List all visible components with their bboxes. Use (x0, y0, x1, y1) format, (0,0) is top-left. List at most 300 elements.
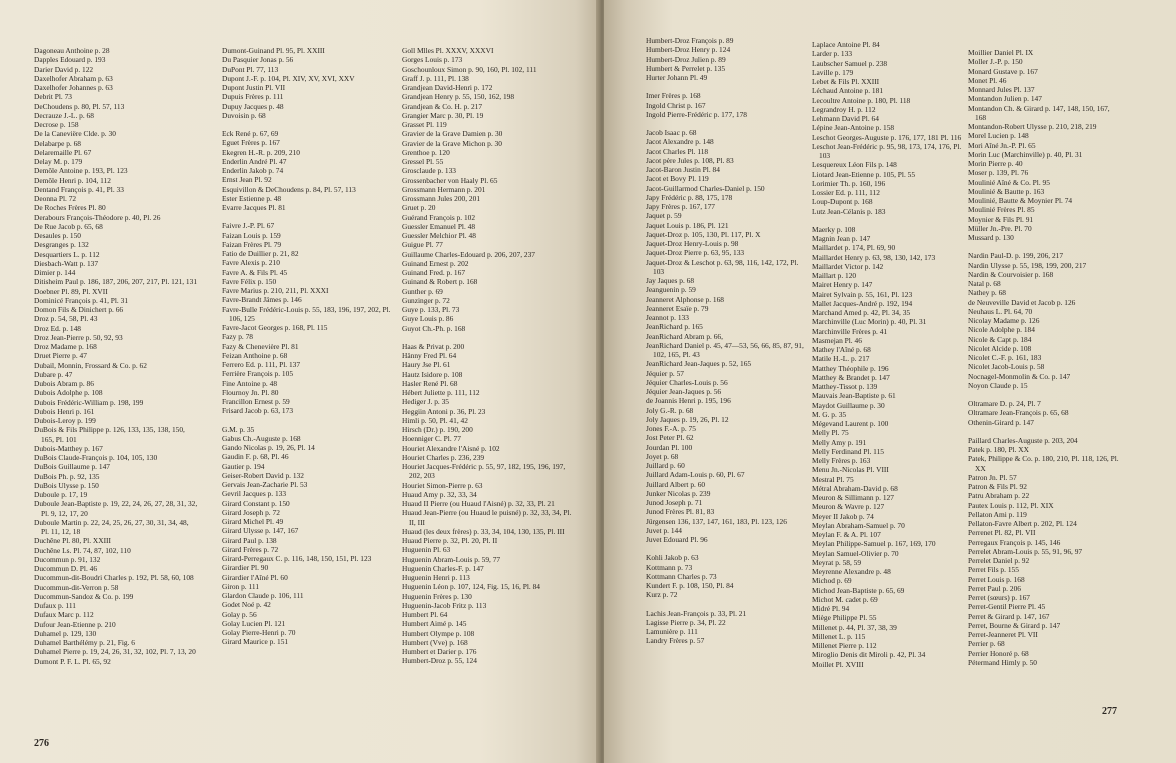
index-entry: Juillard Adam-Louis p. 60, Pl. 67 (646, 470, 745, 480)
index-entry: Morel Lucien p. 148 (968, 131, 1029, 141)
index-entry: Mori Aîné Jn.-P. Pl. 65 (968, 140, 1036, 150)
index-entry: Humbert-Droz François p. 89 (646, 36, 734, 45)
index-entry: Dubois Abram p. 86 (34, 379, 94, 388)
index-entry: Gunzinger p. 72 (402, 295, 450, 305)
index-entry: Lesquereux Léon Fils p. 148 (812, 160, 897, 170)
index-entry: Huguenin Charles-F. p. 147 (402, 563, 484, 573)
letter-section-gap (646, 600, 806, 609)
index-entry: Houriet Jacques-Frédéric p. 55, 97, 182, 195, 196, 197, 202, 203 (402, 462, 566, 481)
index-entry: Meylan F. & A. Pl. 107 (812, 530, 881, 539)
index-entry: Millenet p. 44, Pl. 37, 38, 39 (812, 622, 897, 632)
index-entry: Mauvais Jean-Baptiste p. 61 (812, 391, 896, 401)
index-entry: Perrelet Abram-Louis p. 55, 91, 96, 97 (968, 546, 1083, 556)
index-entry: Huguenin-Jacob Fritz p. 113 (402, 600, 487, 610)
index-entry: Jaquet-Droz p. 105, 130, Pl. 117, Pl. X (646, 229, 761, 239)
index-entry: Mathey l'Aîné p. 68 (812, 345, 871, 354)
index-entry: Meyrenne Alexandre p. 48 (812, 567, 891, 576)
index-entry: Gorges Louis p. 173 (402, 55, 463, 65)
index-entry: Nardin & Courvoisier p. 168 (968, 269, 1054, 279)
index-entry: Gressel Pl. 55 (402, 157, 444, 166)
index-entry: Ernst Jean Pl. 92 (222, 175, 272, 185)
index-entry: Laubscher Samuel p. 238 (812, 58, 888, 68)
index-entry: Natal p. 68 (968, 279, 1001, 288)
right-index-column-2 (812, 40, 966, 669)
index-entry: Feizan Anthoine p. 68 (222, 350, 288, 360)
index-entry: Moulinié, Bautte & Moynier Pl. 74 (968, 196, 1073, 205)
index-entry: Hasler René Pl. 68 (402, 378, 458, 388)
index-entry: Lutz Jean-Célanis p. 183 (812, 206, 886, 216)
index-entry: Miège Philippe Pl. 55 (812, 613, 877, 623)
index-entry: Mestral Pl. 75 (812, 474, 854, 484)
index-entry: Huguenin Frères p. 130 (402, 591, 472, 601)
index-entry: Droz Madame p. 168 (34, 342, 97, 351)
index-entry: Moller J.-P. p. 150 (968, 57, 1023, 67)
index-entry: Ingold Christ p. 167 (646, 100, 706, 110)
index-entry: Morin Luc (Marchinville) p. 40, Pl. 31 (968, 149, 1083, 159)
index-entry: Haas & Privat p. 200 (402, 341, 465, 351)
index-entry: Esquivillon & DeChoudens p. 84, Pl. 57, 113 (222, 184, 356, 194)
index-entry: Maillart p. 120 (812, 271, 857, 280)
index-entry: Gaudin F. p. 68, Pl. 46 (222, 452, 289, 462)
index-entry: Graff J. p. 111, Pl. 138 (402, 73, 469, 83)
index-entry: Kundert F. p. 108, 150, Pl. 84 (646, 581, 734, 590)
letter-section-gap (402, 333, 578, 342)
index-entry: Paillard Charles-Auguste p. 203, 204 (968, 435, 1078, 445)
index-entry: Huguenin Henri p. 113 (402, 573, 470, 582)
index-entry: Jaquet Louis p. 186, Pl. 121 (646, 220, 729, 230)
index-entry: JeanRichard Daniel p. 45, 47—53, 56, 66, 85, 87, 91, 102, 165, Pl. 43 (646, 340, 804, 359)
index-entry: Jay Jaques p. 68 (646, 276, 695, 285)
index-entry: Matile H.-L. p. 217 (812, 354, 870, 364)
index-entry: Guye p. 133, Pl. 73 (402, 305, 460, 314)
index-entry: Laplace Antoine Pl. 84 (812, 40, 880, 49)
index-entry: Kottmann Charles p. 73 (646, 571, 717, 581)
index-entry: Geiser-Robert David p. 132 (222, 470, 304, 480)
index-entry: Guyot Ch.-Ph. p. 168 (402, 323, 466, 333)
index-entry: Nardin Paul-D. p. 199, 206, 217 (968, 251, 1064, 261)
index-entry: Daxelhofer Abraham p. 63 (34, 73, 113, 83)
index-entry: Nicolet C.-F. p. 161, 183 (968, 353, 1042, 362)
index-entry: Matthey & Brandet p. 147 (812, 372, 890, 382)
index-entry: Du Pasquier Jonas p. 56 (222, 55, 294, 65)
index-entry: Michod Jean-Baptiste p. 65, 69 (812, 585, 905, 595)
index-entry: DuBois Ulysse p. 150 (34, 480, 99, 490)
index-entry: JeanRichard Jean-Jaques p. 52, 165 (646, 359, 752, 369)
index-entry: Dubail, Monnin, Frossard & Co. p. 62 (34, 360, 147, 370)
index-entry: de Joannis Henri p. 195, 196 (646, 396, 731, 406)
index-entry: Dubois Adolphe p. 108 (34, 388, 103, 398)
index-entry: Demôle Antoine p. 193, Pl. 123 (34, 166, 128, 176)
index-entry: Dupont J.-F. p. 104, Pl. XIV, XV, XVI, XXV (222, 73, 355, 83)
index-entry: G.M. p. 35 (222, 424, 255, 434)
index-entry: DuPont Pl. 77, 113 (222, 64, 279, 74)
index-entry: Evarre Jacques Pl. 81 (222, 203, 286, 212)
index-entry: Debrit Pl. 73 (34, 92, 72, 102)
index-entry: Léchaud Antoine p. 181 (812, 86, 884, 96)
index-entry: Guigue Pl. 77 (402, 240, 443, 250)
index-entry: Girard Michel Pl. 49 (222, 517, 284, 526)
index-entry: Grasset Pl. 119 (402, 120, 447, 129)
index-entry: Ducommun D. Pl. 46 (34, 564, 98, 573)
index-entry: Leschot Georges-Auguste p. 176, 177, 181 Pl. 116 (812, 132, 962, 142)
index-entry: Magnin Jean p. 147 (812, 234, 871, 243)
index-entry: Guye Louis p. 86 (402, 314, 454, 324)
right-page (604, 0, 1176, 763)
letter-section-gap (968, 390, 1122, 399)
index-entry: Monet Pl. 46 (968, 75, 1007, 85)
index-entry: Enderlin André Pl. 47 (222, 156, 287, 166)
index-entry: Masmejan Pl. 46 (812, 335, 862, 345)
index-entry: Maydot Guillaume p. 30 (812, 400, 885, 410)
index-entry: Miroglio Denis dit Miroli p. 42, Pl. 34 (812, 650, 926, 660)
index-entry: Gando Nicolas p. 19, 26, Pl. 14 (222, 443, 315, 452)
index-entry: DuBois & Fils Philippe p. 126, 133, 135, 138, 150, 165, Pl. 101 (34, 425, 185, 444)
index-entry: Hautz Isidore p. 108 (402, 369, 463, 379)
index-entry: Jaquet-Droz Henry-Louis p. 98 (646, 239, 739, 248)
index-entry: Hébert Juliette p. 111, 112 (402, 388, 480, 397)
index-entry: Perret (sœurs) p. 167 (968, 593, 1030, 602)
index-entry: Nicolay Madame p. 126 (968, 316, 1040, 325)
index-entry: Humbert Olympe p. 108 (402, 628, 475, 638)
index-entry: Duhamel Pierre p. 19, 24, 26, 31, 32, 102, Pl. 7, 13, 20 (34, 647, 196, 657)
index-entry: Pautex Louis p. 112, Pl. XIX (968, 500, 1054, 510)
index-entry: Moulinié Frères Pl. 85 (968, 205, 1035, 215)
index-entry: Monnard Jules Pl. 137 (968, 85, 1035, 94)
left-index-column-3 (402, 46, 578, 666)
index-entry: Dubare p. 47 (34, 369, 73, 379)
index-entry: Lebet & Fils Pl. XXIII (812, 77, 880, 86)
index-entry: Junod Frères Pl. 81, 83 (646, 507, 715, 517)
letter-section-gap (222, 120, 392, 129)
index-entry: Matthey-Tissot p. 139 (812, 382, 878, 391)
index-entry: Perret & Girard p. 147, 167 (968, 611, 1050, 621)
index-entry: Goschounloux Simon p. 90, 160, Pl. 102, 111 (402, 64, 537, 74)
index-entry: Guinand Ernest p. 202 (402, 258, 469, 268)
index-entry: JeanRichard p. 165 (646, 322, 703, 332)
index-entry: Houriet Alexandre l'Aisné p. 102 (402, 443, 500, 453)
index-entry: Hediger J. p. 35 (402, 397, 450, 407)
index-entry: Gautier p. 194 (222, 461, 265, 471)
index-entry: Melly Ferdinand Pl. 115 (812, 446, 884, 456)
index-entry: Deonna Pl. 72 (34, 194, 77, 203)
index-entry: Fatio de Duillier p. 21, 82 (222, 249, 299, 258)
index-entry: Jeanneret Esaïe p. 79 (646, 303, 709, 313)
letter-section-gap (646, 544, 806, 553)
index-entry: Japy Frédéric p. 88, 175, 178 (646, 192, 733, 202)
index-entry: Meyer II Jakob p. 74 (812, 511, 874, 521)
index-entry: Meuron & Sillimann p. 127 (812, 493, 894, 502)
index-entry: Girardier l'Aîné Pl. 60 (222, 572, 288, 582)
index-entry: Faizan Louis p. 159 (222, 230, 281, 240)
index-entry: Huaud II Pierre (ou Huaud l'Aisné) p. 32, 33, Pl. 21 (402, 499, 555, 508)
index-entry: Maillardet Henry p. 63, 98, 130, 142, 173 (812, 252, 936, 262)
index-entry: Girard Joseph p. 72 (222, 507, 280, 517)
index-entry: DeChoudens p. 80, Pl. 57, 113 (34, 101, 125, 111)
index-entry: Delay M. p. 179 (34, 157, 83, 166)
index-entry: Jeannot p. 133 (646, 313, 689, 322)
index-entry: Matthey Théophile p. 196 (812, 363, 889, 373)
index-entry: Ducommun-dit-Boudri Charles p. 192, Pl. 58, 60, 108 (34, 573, 194, 583)
index-entry: Ferrière François p. 105 (222, 369, 294, 379)
index-entry: Favre-Bulle Frédéric-Louis p. 55, 183, 196, 197, 202, Pl. 106, 125 (222, 304, 391, 323)
index-entry: Lecoultre Antoine p. 180, Pl. 118 (812, 95, 911, 105)
index-entry: Enderlin Jakob p. 74 (222, 166, 284, 175)
index-entry: Guessler Melchior Pl. 48 (402, 231, 476, 240)
index-entry: DuBois Guillaume p. 147 (34, 462, 110, 472)
index-entry: Nathey p. 68 (968, 288, 1006, 298)
index-entry: Moulinié Aîné & Co. Pl. 95 (968, 177, 1050, 187)
index-entry: Guinand & Robert p. 168 (402, 277, 478, 287)
index-entry: Mallet Jacques-André p. 192, 194 (812, 298, 913, 308)
index-entry: Perret-Gentil Pierre Pl. 45 (968, 602, 1046, 612)
index-entry: Jéquier Charles-Louis p. 56 (646, 377, 728, 387)
index-entry: Francillon Ernest p. 59 (222, 397, 290, 406)
index-entry: Jacot-Baron Justin Pl. 84 (646, 165, 720, 174)
index-entry: Dufaux p. 111 (34, 601, 76, 610)
index-entry: Decrose p. 158 (34, 120, 79, 129)
letter-section-gap (222, 416, 392, 425)
index-entry: Meylan Samuel-Olivier p. 70 (812, 548, 899, 558)
index-entry: Faivre J.-P. Pl. 67 (222, 221, 275, 231)
index-entry: Himli p. 50, Pl. 41, 42 (402, 415, 468, 425)
index-entry: Mégevand Laurent p. 100 (812, 419, 889, 428)
index-entry: Maerky p. 108 (812, 224, 856, 234)
index-entry: Jéquier p. 57 (646, 368, 684, 378)
index-entry: Nicolet Alcide p. 108 (968, 343, 1032, 353)
index-entry: Hoenniger C. Pl. 77 (402, 434, 461, 444)
index-entry: Lachis Jean-François p. 33, Pl. 21 (646, 608, 747, 618)
index-entry: Dupuy Jacques p. 48 (222, 101, 284, 111)
index-entry: Guessler Emanuel Pl. 48 (402, 221, 476, 231)
index-entry: Golay Pierre-Henri p. 70 (222, 628, 296, 637)
index-entry: Humbert Aimé p. 145 (402, 619, 467, 629)
index-entry: Hirsch (Dr.) p. 190, 200 (402, 425, 473, 434)
index-entry: Gravier de la Grave Michon p. 30 (402, 138, 502, 148)
index-entry: Patron Jn. Pl. 57 (968, 472, 1017, 482)
index-entry: Perret-Jeanneret Pl. VII (968, 630, 1038, 639)
index-entry: Juvet p. 144 (646, 525, 682, 535)
index-entry: Grossmann Hermann p. 201 (402, 184, 486, 194)
index-entry: Fazy p. 78 (222, 332, 253, 342)
index-entry: Othenin-Girard p. 147 (968, 417, 1034, 427)
index-entry: Gabus Ch.-Auguste p. 168 (222, 433, 301, 443)
index-entry: Kohli Jakob p. 63 (646, 553, 699, 563)
index-entry: Nicole Adolphe p. 184 (968, 325, 1035, 335)
index-entry: Jeanguenin p. 59 (646, 285, 696, 295)
index-entry: DuBois Claude-François p. 104, 105, 130 (34, 453, 158, 462)
index-entry: Landry Frères p. 57 (646, 636, 705, 646)
index-entry: Demôle Henri p. 104, 112 (34, 175, 111, 185)
index-entry: Girard Ulysse p. 147, 167 (222, 526, 299, 536)
index-entry: Jacot père Jules p. 108, Pl. 83 (646, 155, 734, 165)
index-entry: Huguenin Pl. 63 (402, 545, 451, 555)
index-entry: Eck René p. 67, 69 (222, 129, 279, 138)
index-entry: Daxelhofer Johannes p. 63 (34, 83, 113, 92)
index-entry: Mairet Henry p. 147 (812, 280, 873, 290)
index-entry: Dumont P. F. L. Pl. 65, 92 (34, 656, 111, 666)
index-entry: Delaremaille Pl. 67 (34, 147, 92, 157)
index-entry: Melly Pl. 75 (812, 428, 849, 438)
index-entry: Droz Ed. p. 148 (34, 323, 82, 333)
index-entry: Doebner Pl. 89, Pl. XVII (34, 286, 108, 296)
index-entry: Duvoisin p. 68 (222, 110, 266, 120)
index-entry: Métral Abraham-David p. 68 (812, 483, 898, 493)
index-entry: Desaules p. 150 (34, 231, 82, 240)
index-entry: Favre A. & Fils Pl. 45 (222, 267, 288, 277)
index-entry: Mussard p. 130 (968, 233, 1014, 242)
index-entry: Jones F.-A. p. 75 (646, 424, 696, 433)
index-entry: Grossenbacher von Haaly Pl. 65 (402, 175, 498, 185)
index-entry: Jéquier Jean-Jaques p. 56 (646, 387, 722, 396)
index-entry: Girardier Pl. 90 (222, 563, 269, 573)
index-entry: Guinand Fred. p. 167 (402, 268, 466, 277)
index-entry: Houriet Charles p. 236, 239 (402, 452, 485, 462)
index-entry: de Neuveville David et Jacob p. 126 (968, 297, 1076, 307)
index-entry: Junker Nicolas p. 239 (646, 488, 711, 498)
index-entry: Gunther p. 69 (402, 286, 443, 296)
index-entry: Favre Félix p. 150 (222, 276, 277, 286)
index-entry: Dupuis Frères p. 111 (222, 92, 284, 102)
index-entry: Girard-Perregaux C. p. 116, 148, 150, 151, Pl. 123 (222, 554, 372, 563)
index-entry: Humbert et Darier p. 176 (402, 647, 477, 656)
index-entry: Girard Maurice p. 151 (222, 637, 289, 647)
index-entry: Dagoneau Anthoine p. 28 (34, 46, 110, 55)
index-entry: Grandjean Henry p. 55, 150, 162, 198 (402, 92, 515, 102)
index-entry: De la Caneviëre Clde. p. 30 (34, 129, 116, 139)
index-entry: Melly Amy p. 191 (812, 437, 867, 447)
index-entry: Humbert (Vve) p. 168 (402, 637, 468, 647)
index-entry: Goll Mlles Pl. XXXV, XXXVI (402, 46, 494, 55)
index-entry: Juvet Edouard Pl. 96 (646, 535, 708, 544)
index-entry: Grandjean & Co. H. p. 217 (402, 101, 483, 111)
index-entry: Meylan Abraham-Samuel p. 70 (812, 520, 905, 530)
index-entry: Maillardet p. 174, Pl. 69, 90 (812, 243, 896, 253)
letter-section-gap (968, 242, 1122, 251)
index-entry: Perrier p. 68 (968, 639, 1005, 649)
index-entry: Duchêne Ls. Pl. 74, 87, 102, 110 (34, 545, 131, 555)
index-entry: Loup-Dupont p. 168 (812, 197, 873, 207)
index-entry: Nocnagel-Monmolin & Co. p. 147 (968, 371, 1071, 381)
index-entry: Heggiin Antoni p. 36, Pl. 23 (402, 406, 486, 416)
letter-section-gap (646, 82, 806, 91)
index-entry: Jaquet p. 59 (646, 211, 682, 221)
index-entry: Derabours François-Théodore p. 40, Pl. 26 (34, 212, 161, 222)
index-entry: Jürgensen 136, 137, 147, 161, 183, Pl. 123, 126 (646, 516, 787, 526)
index-entry: Humbert-Droz p. 55, 124 (402, 656, 477, 666)
index-entry: Girard Frères p. 72 (222, 544, 279, 554)
index-entry: Favre Marius p. 210, 211, Pl. XXXI (222, 286, 329, 295)
index-entry: Junod Joseph p. 71 (646, 498, 703, 507)
index-entry: Lépine Jean-Antoine p. 158 (812, 123, 895, 133)
index-entry: M. G. p. 35 (812, 409, 847, 419)
index-entry: Joly G.-R. p. 68 (646, 405, 694, 415)
index-entry: Pétermand Himly p. 50 (968, 657, 1037, 667)
index-entry: Meyrat p. 58, 59 (812, 557, 862, 567)
index-entry: Jacot Charles Pl. 118 (646, 146, 709, 156)
index-entry: Ingold Pierre-Frédéric p. 177, 178 (646, 109, 747, 119)
index-entry: Duboule Martin p. 22, 24, 25, 26, 27, 30, 31, 34, 48, Pl. 11, 12, 18 (34, 517, 189, 536)
index-entry: Droz p. 54, 58, Pl. 43 (34, 314, 98, 324)
index-entry: Jourdan Pl. 100 (646, 442, 693, 452)
index-entry: Ducommun-Sandoz & Co. p. 199 (34, 591, 134, 601)
index-entry: Nardin Ulysse p. 55, 198, 199, 200, 217 (968, 260, 1087, 270)
index-entry: Huaud Pierre p. 32, Pl. 20, Pl. II (402, 536, 498, 545)
index-entry: Huguenin Abram-Louis p. 59, 77 (402, 554, 501, 564)
index-entry: Perrenet Pl. 82, Pl. VII (968, 528, 1036, 538)
index-entry: Moillier Daniel Pl. IX (968, 48, 1034, 57)
index-entry: Dubois Frédéric-William p. 198, 199 (34, 397, 144, 407)
index-entry: Lossier Ed. p. 111, 112 (812, 188, 880, 197)
index-entry: Nicolet Jacob-Louis p. 58 (968, 362, 1045, 372)
index-entry: Grossmann Jules 200, 201 (402, 194, 481, 203)
index-entry: Marchinville (Luc Morin) p. 40, Pl. 31 (812, 317, 927, 327)
index-entry: Droz Jean-Pierre p. 50, 92, 93 (34, 332, 123, 342)
index-entry: Grandjean David-Henri p. 172 (402, 83, 493, 92)
index-entry: Dumont-Guinand Pl. 95, Pl. XXIII (222, 46, 325, 55)
index-entry: Diesbach-Watt p. 137 (34, 258, 99, 268)
index-entry: Houriet Simon-Pierre p. 63 (402, 480, 483, 490)
index-entry: Joly Jaques p. 19, 26, Pl. 12 (646, 414, 729, 424)
index-entry: Leschot Jean-Frédéric p. 95, 98, 173, 174, 176, Pl. 103 (812, 141, 962, 160)
index-entry: Dominicé François p. 41, Pl. 31 (34, 295, 129, 305)
index-entry: Lehmann David Pl. 64 (812, 114, 879, 123)
index-entry: Duhamel Barthélémy p. 21, Fig. 6 (34, 638, 135, 647)
index-entry: Ferrero Ed. p. 111, Pl. 137 (222, 360, 301, 369)
index-entry: Fine Antoine p. 48 (222, 378, 278, 388)
index-entry: Mairet Sylvain p. 55, 161, Pl. 123 (812, 289, 913, 299)
index-entry: Desquartiers L. p. 112 (34, 249, 100, 259)
index-entry: Duhamel p. 129, 130 (34, 628, 97, 638)
index-entry: Michot M. cadet p. 69 (812, 594, 878, 604)
index-entry: Duchêne Pl. 80, Pl. XXIII (34, 536, 111, 546)
index-entry: Ducommun-dit-Verron p. 58 (34, 582, 119, 592)
index-entry: Lamunière p. 111 (646, 627, 698, 636)
index-entry: Moulinié & Bautte p. 163 (968, 186, 1045, 196)
index-entry: Neuhaus L. Pl. 64, 70 (968, 306, 1033, 316)
index-entry: Guillaume Charles-Edouard p. 206, 207, 237 (402, 249, 536, 259)
index-entry: Pellaton-Favre Albert p. 202, Pl. 124 (968, 519, 1077, 528)
right-index-column-1 (646, 36, 806, 646)
index-entry: Hänny Fred Pl. 64 (402, 351, 457, 360)
index-entry: Favre Alexis p. 210 (222, 258, 280, 268)
page-number-right: 277 (1102, 706, 1117, 717)
index-entry: Giron p. 111 (222, 581, 260, 591)
index-entry: Perrelet Daniel p. 92 (968, 556, 1030, 565)
index-entry: Larder p. 133 (812, 49, 853, 59)
index-entry: Decrauze J.-L. p. 68 (34, 110, 94, 120)
index-entry: DuBois Ph. p. 92, 135 (34, 471, 100, 481)
index-entry: Michod p. 69 (812, 576, 852, 586)
index-entry: Dupont Justin Pl. VII (222, 83, 286, 92)
index-entry: Dapples Edouard p. 193 (34, 55, 106, 65)
index-entry: Melly Frères p. 163 (812, 456, 871, 465)
index-entry: Jacob Isaac p. 68 (646, 128, 697, 137)
index-entry: Humbert-Droz Henry p. 124 (646, 45, 731, 55)
index-entry: Humbert Pl. 64 (402, 610, 448, 619)
index-entry: Dubois-Matthey p. 167 (34, 443, 103, 453)
index-entry: Oltramare Jean-François p. 65, 68 (968, 408, 1069, 418)
index-entry: Montandon-Robert Ulysse p. 210, 218, 219 (968, 122, 1097, 131)
index-entry: Midré Pl. 94 (812, 604, 850, 613)
index-entry: Huaud (les deux frères) p. 33, 34, 104, 130, 135, Pl. III (402, 526, 565, 536)
letter-section-gap (812, 216, 966, 225)
index-entry: Ester Estienne p. 48 (222, 193, 282, 203)
index-entry: Noyon Claude p. 15 (968, 380, 1028, 390)
index-entry: Domon Fils & Dinichert p. 66 (34, 305, 124, 314)
index-entry: Maillardet Victor p. 142 (812, 261, 884, 271)
index-entry: Moser p. 139, Pl. 76 (968, 168, 1029, 178)
index-entry: Meylan Philippe-Samuel p. 167, 169, 170 (812, 539, 936, 549)
